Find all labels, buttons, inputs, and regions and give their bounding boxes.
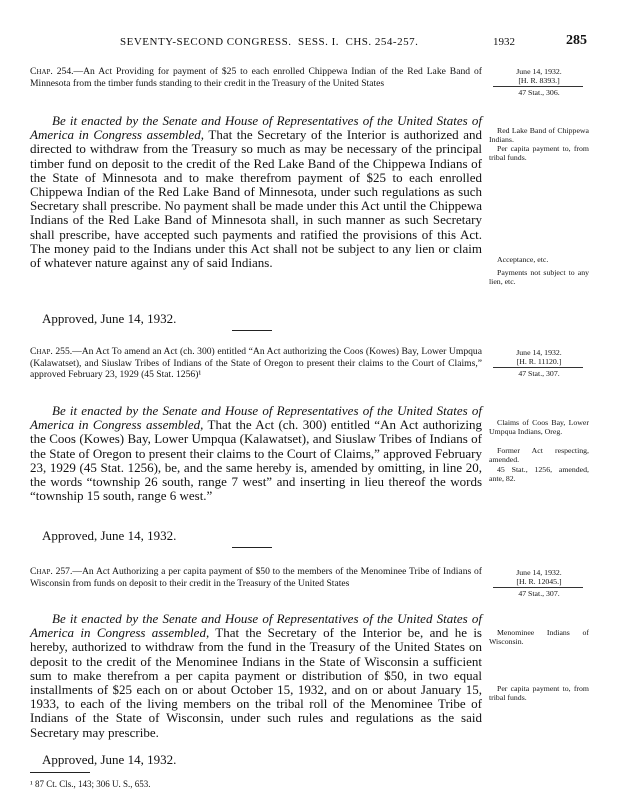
page-number: 285 (566, 33, 587, 48)
citation-date: June 14, 1932. (516, 348, 562, 357)
citation-date: June 14, 1932. (516, 568, 562, 577)
chapter-255-heading (30, 346, 482, 381)
margin-note: Menominee Indians of Wisconsin. (489, 628, 589, 646)
chapter-255-approved: Approved, June 14, 1932. (42, 528, 177, 543)
chapter-257-enacting-text (30, 612, 482, 740)
enacting-clause: Be it enacted by the Senate and House of Representatives of the United States of America in Congress assembled, (30, 113, 482, 143)
chapter-number: Chap. 254. (30, 66, 74, 77)
margin-note: Payments not subject to any lien, etc. (489, 268, 589, 286)
footnote-rule (30, 772, 90, 773)
footnote: ¹ 87 Ct. Cls., 143; 306 U. S., 653. (30, 779, 151, 789)
chapter-255-enacting-text (30, 404, 482, 503)
chapter-254-heading (30, 66, 482, 89)
citation-rule (493, 86, 583, 87)
margin-note: Claims of Coos Bay, Lower Umpqua Indians, Oreg. (489, 418, 589, 436)
enacting-clause: Be it enacted by the Senate and House of Representatives of the United States of America in Congress assembled, (30, 611, 482, 641)
chapter-257-approved: Approved, June 14, 1932. (42, 752, 177, 767)
chapter-number: Chap. 257. (30, 566, 73, 577)
chapter-257-citation (489, 568, 589, 598)
margin-note: Acceptance, etc. (497, 255, 549, 264)
running-head (0, 30, 624, 50)
citation-stat: 47 Stat., 307. (518, 369, 560, 378)
citation-stat: 47 Stat., 307. (518, 589, 560, 598)
citation-bill: [H. R. 11120.] (516, 357, 562, 366)
year: 1932 (493, 36, 515, 48)
chapter-title: —An Act Providing for payment of $25 to each enrolled Chippewa Indian of the Red Lake Band of Minnesota from the timber funds standing to their credit in the Treasury of the United States (30, 66, 482, 89)
enacting-clause: Be it enacted by the Senate and House of Representatives of the United States of America in Congress assembled, (30, 403, 482, 433)
citation-bill: [H. R. 8393.] (518, 76, 560, 85)
chapter-number: Chap. 255. (30, 346, 73, 357)
chapter-257-heading (30, 566, 482, 589)
enact-body: That the Secretary of the Interior be, and he is hereby, authorized to withdraw from the fund in the Treasury of the United States on deposit to the credit of the Menominee Indians in the State of Wisconsin a sufficient sum to make therefrom a per capita payment or distribution of $50, in two equal installments of $25 each on or about October 15, 1932, and on or about January 15, 1933, to each of the living members on the tribal roll of the Menominee Tribe of Indians of the State of Wisconsin, under such rules and regulations as the said Secretary may prescribe. (30, 625, 482, 740)
section-separator (232, 330, 272, 331)
chapter-range: CHS. 254-257. (345, 36, 419, 48)
chapter-255-citation (489, 348, 589, 378)
margin-note: Red Lake Band of Chippewa Indians. (489, 126, 589, 144)
enact-body: That the Secretary of the Interior is authorized and directed to withdraw from the Treasury so much as may be necessary of the principal timber fund on deposit to the credit of the Red Lake Band of the Chippewa Indians of the State of Minnesota and to make therefrom payment of $25 to each enrolled Chippewa Indian of the Red Lake Band of Minnesota, under such regulations as such Secretary shall prescribe. No payment shall be made under this Act until the Chippewa Indians of the Red Lake Band of Minnesota shall, in such manner as such Secretary shall prescribe, have accepted such payments and ratified the provisions of this Act. The money paid to the Indians under this Act shall not be subject to any lien or claim of whatever nature against any of said Indians. (30, 127, 482, 271)
chapter-title: —An Act To amend an Act (ch. 300) entitled “An Act authorizing the Coos (Kowes) Bay, Lower Umpqua (Kalawatset), and Siuslaw Tribes of Indians of the State of Oregon to present their claims to the Court of Claims,” approved February 23, 1929 (45 Stat. 1256)¹ (30, 346, 482, 380)
citation-bill: [H. R. 12045.] (516, 577, 562, 586)
chapter-254-enacting-text (30, 114, 482, 270)
margin-note: Per capita payment to, from tribal funds. (489, 684, 589, 702)
citation-stat: 47 Stat., 306. (518, 88, 560, 97)
enact-body: That the Act (ch. 300) entitled “An Act authorizing the Coos (Kowes) Bay, Lower Umpqua (Kalawatset), and Siuslaw Tribes of Indians of the State of Oregon to present their claims to the Court of Claims,” approved February 23, 1929 (45 Stat. 1256), be, and the same hereby is, amended by omitting, in line 20, the words “township 26 south, range 7 west” and inserting in lieu thereof the words “township 15 south, range 6 west.” (30, 417, 482, 504)
session: SESS. I. (298, 36, 340, 48)
margin-note: 45 Stat., 1256, amended, ante, 82. (489, 465, 589, 483)
margin-note: Per capita payment to, from tribal funds. (489, 144, 589, 162)
chapter-254-citation (489, 67, 589, 97)
section-separator (232, 547, 272, 548)
citation-date: June 14, 1932. (516, 67, 562, 76)
chapter-title: —An Act Authorizing a per capita payment of $50 to the members of the Menominee Tribe of Indians of Wisconsin from funds on deposit to their credit in the Treasury of the United States (30, 566, 482, 589)
margin-note: Former Act respecting, amended. (489, 446, 589, 464)
citation-rule (493, 587, 583, 588)
congress-title: SEVENTY-SECOND CONGRESS. (120, 36, 292, 48)
chapter-254-approved: Approved, June 14, 1932. (42, 311, 177, 326)
citation-rule (493, 367, 583, 368)
